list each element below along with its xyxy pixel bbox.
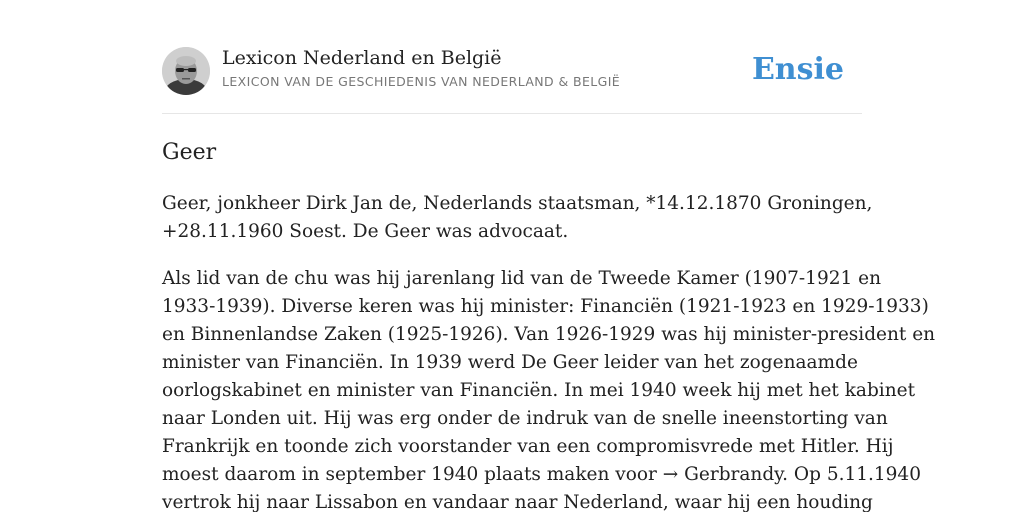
text-line: oorlogskabinet en minister van Financiën. In mei 1940 week hij met het kabinet: [162, 380, 916, 401]
paragraph-intro: [162, 190, 873, 246]
article-body: [162, 190, 936, 512]
author-avatar[interactable]: [162, 47, 210, 95]
text-line: 1933-1939). Diverse keren was hij minister: Financiën (1921-1923 en 1929-1933): [162, 296, 929, 317]
text-fragment: . Op 5.11.1940: [782, 464, 921, 485]
article-title: Geer: [162, 140, 217, 165]
text-line: naar Londen uit. Hij was erg onder de indruk van de snelle ineenstorting van: [162, 408, 888, 429]
text-line: vertrok hij naar Lissabon en vandaar naar Nederland, waar hij een houding: [162, 492, 873, 512]
gerbrandy-link[interactable]: → Gerbrandy: [662, 464, 783, 485]
text-line: minister van Financiën. In 1939 werd De Geer leider van het zogenaamde: [162, 352, 858, 373]
text-line: [162, 461, 921, 489]
site-name[interactable]: Lexicon Nederland en België: [222, 47, 502, 69]
text-line: Frankrijk en toonde zich voorstander van een compromisvrede met Hitler. Hij: [162, 436, 894, 457]
site-subtitle: LEXICON VAN DE GESCHIEDENIS VAN NEDERLAND & BELGIË: [222, 74, 621, 89]
text-line: en Binnenlandse Zaken (1925-1926). Van 1926-1929 was hij minister-president en: [162, 324, 936, 345]
header-divider: [162, 113, 862, 114]
text-line: +28.11.1960 Soest. De Geer was advocaat.: [162, 221, 569, 242]
text-line: Geer, jonkheer Dirk Jan de, Nederlands staatsman, *14.12.1870 Groningen,: [162, 193, 873, 214]
ensie-logo[interactable]: Ensie: [751, 52, 844, 87]
paragraph-career: [162, 265, 936, 512]
site-header: [162, 46, 862, 96]
text-fragment: moest daarom in september 1940 plaats maken voor: [162, 464, 663, 485]
portrait-image: [162, 47, 210, 95]
text-line: Als lid van de chu was hij jarenlang lid van de Tweede Kamer (1907-1921 en: [162, 268, 881, 289]
